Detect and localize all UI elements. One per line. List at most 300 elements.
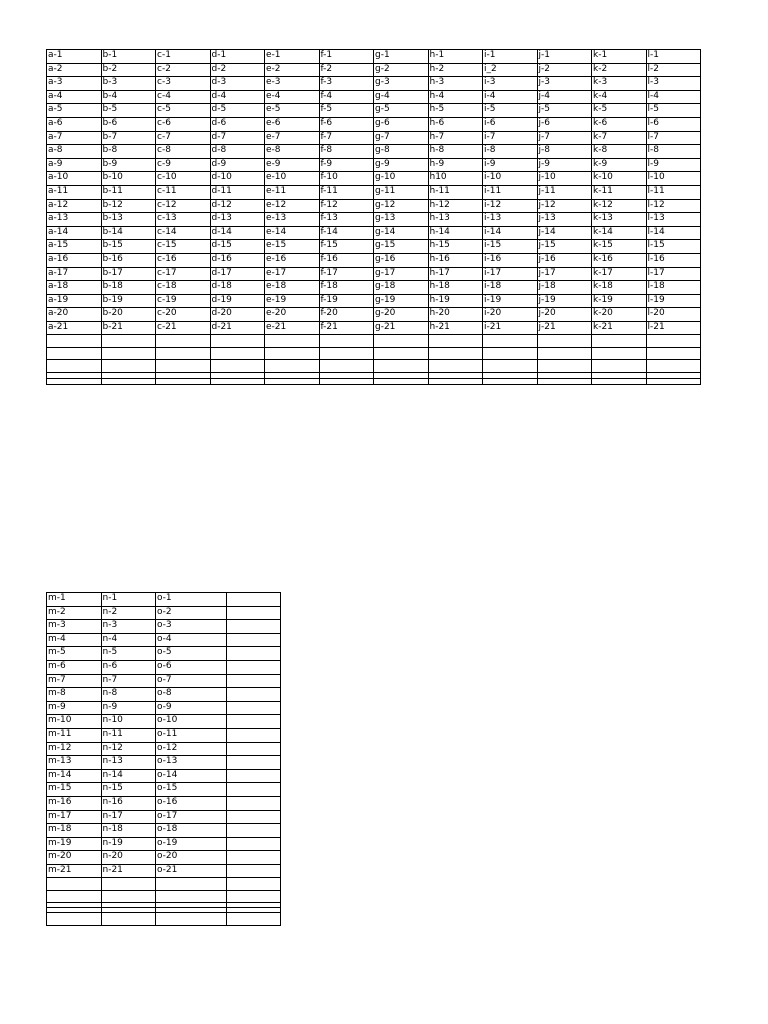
empty-cell <box>483 378 538 384</box>
bottom-table <box>46 592 281 926</box>
empty-cell <box>537 378 592 384</box>
table-row <box>47 172 701 186</box>
table-cell: c-14 <box>156 226 211 240</box>
table-cell: g-16 <box>374 253 429 267</box>
table-cell: e-2 <box>265 63 320 77</box>
table-cell: c-16 <box>156 253 211 267</box>
table-cell: f-8 <box>319 145 374 159</box>
table-cell: k-19 <box>592 294 647 308</box>
table-cell: i-3 <box>483 77 538 91</box>
table-cell: h-21 <box>428 321 483 335</box>
table-cell: j-6 <box>537 117 592 131</box>
table-cell: o-14 <box>156 769 227 783</box>
table-row <box>47 117 701 131</box>
table-row <box>47 824 281 838</box>
empty-row <box>47 378 701 384</box>
table-cell: o-3 <box>156 620 227 634</box>
table-cell: f-2 <box>319 63 374 77</box>
table-cell: i-1 <box>483 50 538 64</box>
table-cell: d-6 <box>210 117 265 131</box>
table-cell: m-2 <box>47 606 102 620</box>
table-cell: k-10 <box>592 172 647 186</box>
table-cell: l-8 <box>646 145 701 159</box>
table-cell: j-13 <box>537 213 592 227</box>
table-cell: b-11 <box>101 185 156 199</box>
table-cell: i-13 <box>483 213 538 227</box>
table-cell: l-18 <box>646 281 701 295</box>
table-cell: h-19 <box>428 294 483 308</box>
table-row <box>47 769 281 783</box>
table-cell: h-18 <box>428 281 483 295</box>
empty-cell <box>156 360 211 372</box>
table-cell: g-11 <box>374 185 429 199</box>
table-cell: m-19 <box>47 837 102 851</box>
empty-cell <box>319 378 374 384</box>
table-cell: d-15 <box>210 240 265 254</box>
table-row <box>47 145 701 159</box>
empty-cell <box>265 335 320 347</box>
table-cell: d-1 <box>210 50 265 64</box>
table-cell: c-15 <box>156 240 211 254</box>
table-cell: j-5 <box>537 104 592 118</box>
table-cell <box>227 742 281 756</box>
table-cell: j-20 <box>537 308 592 322</box>
table-cell: d-14 <box>210 226 265 240</box>
table-cell: b-14 <box>101 226 156 240</box>
table-cell: j-1 <box>537 50 592 64</box>
table-cell: n-16 <box>101 796 156 810</box>
table-cell: l-16 <box>646 253 701 267</box>
table-cell: m-11 <box>47 728 102 742</box>
table-cell: k-2 <box>592 63 647 77</box>
table-cell: o-20 <box>156 851 227 865</box>
empty-cell <box>101 335 156 347</box>
empty-cell <box>156 347 211 359</box>
table-row <box>47 294 701 308</box>
table-cell: f-6 <box>319 117 374 131</box>
empty-cell <box>101 360 156 372</box>
table-cell: h10 <box>428 172 483 186</box>
table-cell: n-21 <box>101 864 156 878</box>
table-cell: c-12 <box>156 199 211 213</box>
table-cell: h-11 <box>428 185 483 199</box>
table-cell: i_2 <box>483 63 538 77</box>
table-row <box>47 864 281 878</box>
empty-cell <box>265 347 320 359</box>
table-cell: e-15 <box>265 240 320 254</box>
table-cell: e-16 <box>265 253 320 267</box>
table-cell: d-17 <box>210 267 265 281</box>
table-cell: n-4 <box>101 633 156 647</box>
table-cell: c-13 <box>156 213 211 227</box>
table-cell: e-7 <box>265 131 320 145</box>
empty-row <box>47 878 281 890</box>
table-row <box>47 633 281 647</box>
table-cell: b-18 <box>101 281 156 295</box>
table-cell: a-10 <box>47 172 102 186</box>
table-cell: c-9 <box>156 158 211 172</box>
table-cell: f-20 <box>319 308 374 322</box>
empty-cell <box>646 347 701 359</box>
table-cell: i-5 <box>483 104 538 118</box>
table-cell: b-12 <box>101 199 156 213</box>
empty-cell <box>156 335 211 347</box>
table-cell: g-21 <box>374 321 429 335</box>
bottom-table-body <box>47 593 281 926</box>
table-cell: i-4 <box>483 90 538 104</box>
table-cell: o-2 <box>156 606 227 620</box>
table-cell: a-9 <box>47 158 102 172</box>
table-cell: o-10 <box>156 715 227 729</box>
table-cell: c-8 <box>156 145 211 159</box>
table-cell: g-9 <box>374 158 429 172</box>
table-row <box>47 63 701 77</box>
table-cell: n-3 <box>101 620 156 634</box>
table-cell: e-11 <box>265 185 320 199</box>
table-row <box>47 701 281 715</box>
table-cell: b-8 <box>101 145 156 159</box>
table-cell: j-11 <box>537 185 592 199</box>
table-cell: k-20 <box>592 308 647 322</box>
table-cell: h-20 <box>428 308 483 322</box>
table-row <box>47 104 701 118</box>
table-cell: a-11 <box>47 185 102 199</box>
table-cell: n-13 <box>101 756 156 770</box>
table-cell: i-20 <box>483 308 538 322</box>
table-cell: o-13 <box>156 756 227 770</box>
table-cell: m-5 <box>47 647 102 661</box>
table-cell: h-6 <box>428 117 483 131</box>
empty-cell <box>101 878 156 890</box>
table-cell: a-14 <box>47 226 102 240</box>
table-row <box>47 810 281 824</box>
table-cell: a-12 <box>47 199 102 213</box>
table-cell: g-5 <box>374 104 429 118</box>
empty-cell <box>428 335 483 347</box>
empty-row <box>47 890 281 902</box>
table-cell: l-12 <box>646 199 701 213</box>
table-cell: a-20 <box>47 308 102 322</box>
table-cell: d-10 <box>210 172 265 186</box>
table-cell: n-11 <box>101 728 156 742</box>
table-row <box>47 606 281 620</box>
empty-cell <box>210 335 265 347</box>
table-cell: g-1 <box>374 50 429 64</box>
table-cell: i-16 <box>483 253 538 267</box>
table-cell: n-19 <box>101 837 156 851</box>
table-cell: d-20 <box>210 308 265 322</box>
table-cell: m-4 <box>47 633 102 647</box>
table-cell: d-21 <box>210 321 265 335</box>
table-cell: b-4 <box>101 90 156 104</box>
table-cell: h-9 <box>428 158 483 172</box>
table-cell: b-10 <box>101 172 156 186</box>
empty-cell <box>537 347 592 359</box>
table-cell <box>227 606 281 620</box>
table-cell: h-15 <box>428 240 483 254</box>
table-cell: m-6 <box>47 660 102 674</box>
table-cell: l-13 <box>646 213 701 227</box>
table-cell: e-1 <box>265 50 320 64</box>
table-cell: c-7 <box>156 131 211 145</box>
table-cell: h-13 <box>428 213 483 227</box>
table-row <box>47 226 701 240</box>
table-cell: f-3 <box>319 77 374 91</box>
table-cell: b-9 <box>101 158 156 172</box>
table-cell: c-18 <box>156 281 211 295</box>
empty-row <box>47 335 701 347</box>
table-cell: c-3 <box>156 77 211 91</box>
table-cell: m-14 <box>47 769 102 783</box>
table-cell: i-17 <box>483 267 538 281</box>
table-cell: h-4 <box>428 90 483 104</box>
table-cell: h-8 <box>428 145 483 159</box>
table-cell: h-3 <box>428 77 483 91</box>
table-cell: o-4 <box>156 633 227 647</box>
table-cell: g-13 <box>374 213 429 227</box>
table-row <box>47 267 701 281</box>
table-cell: m-12 <box>47 742 102 756</box>
table-cell: m-16 <box>47 796 102 810</box>
table-cell: f-13 <box>319 213 374 227</box>
table-cell: c-11 <box>156 185 211 199</box>
table-cell <box>227 620 281 634</box>
table-cell: c-2 <box>156 63 211 77</box>
table-cell: j-4 <box>537 90 592 104</box>
table-cell: e-3 <box>265 77 320 91</box>
empty-cell <box>374 360 429 372</box>
table-cell: e-6 <box>265 117 320 131</box>
table-row <box>47 796 281 810</box>
table-row <box>47 851 281 865</box>
table-cell: g-12 <box>374 199 429 213</box>
table-cell: i-21 <box>483 321 538 335</box>
table-cell: m-18 <box>47 824 102 838</box>
table-cell: b-2 <box>101 63 156 77</box>
table-row <box>47 688 281 702</box>
table-cell: k-6 <box>592 117 647 131</box>
table-cell <box>227 593 281 607</box>
table-cell: o-5 <box>156 647 227 661</box>
table-cell: k-18 <box>592 281 647 295</box>
table-cell: o-6 <box>156 660 227 674</box>
table-cell: n-2 <box>101 606 156 620</box>
table-cell: e-18 <box>265 281 320 295</box>
table-row <box>47 308 701 322</box>
table-cell: o-21 <box>156 864 227 878</box>
table-cell: l-7 <box>646 131 701 145</box>
table-row <box>47 158 701 172</box>
table-cell: l-1 <box>646 50 701 64</box>
empty-row <box>47 360 701 372</box>
table-cell: b-17 <box>101 267 156 281</box>
table-cell: a-2 <box>47 63 102 77</box>
table-cell: f-9 <box>319 158 374 172</box>
table-cell: i-6 <box>483 117 538 131</box>
table-cell: d-11 <box>210 185 265 199</box>
empty-cell <box>210 347 265 359</box>
table-cell: m-17 <box>47 810 102 824</box>
table-cell: n-15 <box>101 783 156 797</box>
table-cell: m-13 <box>47 756 102 770</box>
empty-cell <box>227 878 281 890</box>
table-cell: j-16 <box>537 253 592 267</box>
empty-cell <box>156 878 227 890</box>
table-cell: h-2 <box>428 63 483 77</box>
table-row <box>47 281 701 295</box>
table-cell: i-15 <box>483 240 538 254</box>
table-cell: i-19 <box>483 294 538 308</box>
table-cell: b-7 <box>101 131 156 145</box>
empty-cell <box>646 335 701 347</box>
table-cell: d-8 <box>210 145 265 159</box>
table-cell: c-19 <box>156 294 211 308</box>
table-cell: i-11 <box>483 185 538 199</box>
table-cell: d-18 <box>210 281 265 295</box>
empty-cell <box>592 378 647 384</box>
table-cell: n-18 <box>101 824 156 838</box>
table-cell: b-1 <box>101 50 156 64</box>
table-cell: j-7 <box>537 131 592 145</box>
table-cell: e-12 <box>265 199 320 213</box>
table-cell: o-16 <box>156 796 227 810</box>
empty-cell <box>227 890 281 902</box>
empty-cell <box>483 335 538 347</box>
table-cell: e-20 <box>265 308 320 322</box>
table-cell: f-18 <box>319 281 374 295</box>
table-cell <box>227 796 281 810</box>
table-cell <box>227 864 281 878</box>
table-cell: i-10 <box>483 172 538 186</box>
table-cell: c-1 <box>156 50 211 64</box>
table-cell: h-14 <box>428 226 483 240</box>
table-cell: d-19 <box>210 294 265 308</box>
empty-cell <box>592 360 647 372</box>
table-cell: l-11 <box>646 185 701 199</box>
empty-cell <box>210 378 265 384</box>
table-cell: a-17 <box>47 267 102 281</box>
empty-cell <box>646 360 701 372</box>
table-cell: l-6 <box>646 117 701 131</box>
table-cell <box>227 824 281 838</box>
empty-cell <box>483 347 538 359</box>
table-cell: m-1 <box>47 593 102 607</box>
table-cell: e-5 <box>265 104 320 118</box>
empty-cell <box>319 347 374 359</box>
table-cell: l-10 <box>646 172 701 186</box>
table-cell: j-17 <box>537 267 592 281</box>
table-cell: k-3 <box>592 77 647 91</box>
table-cell: n-10 <box>101 715 156 729</box>
table-row <box>47 742 281 756</box>
table-cell <box>227 715 281 729</box>
table-cell: o-17 <box>156 810 227 824</box>
table-cell <box>227 674 281 688</box>
table-cell: d-4 <box>210 90 265 104</box>
table-cell: e-14 <box>265 226 320 240</box>
table-cell: m-9 <box>47 701 102 715</box>
table-cell: d-2 <box>210 63 265 77</box>
table-cell: j-3 <box>537 77 592 91</box>
table-cell: g-7 <box>374 131 429 145</box>
table-cell: d-5 <box>210 104 265 118</box>
table-cell: e-13 <box>265 213 320 227</box>
table-cell: i-9 <box>483 158 538 172</box>
table-cell: e-9 <box>265 158 320 172</box>
empty-cell <box>101 890 156 902</box>
table-row <box>47 715 281 729</box>
table-cell: h-16 <box>428 253 483 267</box>
table-cell: m-21 <box>47 864 102 878</box>
empty-cell <box>374 378 429 384</box>
table-cell: i-18 <box>483 281 538 295</box>
table-cell: l-14 <box>646 226 701 240</box>
table-cell: n-7 <box>101 674 156 688</box>
table-cell: n-1 <box>101 593 156 607</box>
empty-cell <box>47 878 102 890</box>
table-cell: g-15 <box>374 240 429 254</box>
empty-cell <box>47 890 102 902</box>
empty-cell <box>156 890 227 902</box>
table-row <box>47 199 701 213</box>
empty-cell <box>319 335 374 347</box>
table-cell: f-14 <box>319 226 374 240</box>
table-cell: a-8 <box>47 145 102 159</box>
table-cell: k-5 <box>592 104 647 118</box>
table-cell: f-21 <box>319 321 374 335</box>
table-cell: o-7 <box>156 674 227 688</box>
table-cell: k-21 <box>592 321 647 335</box>
table-cell: o-11 <box>156 728 227 742</box>
table-cell: o-12 <box>156 742 227 756</box>
table-cell: k-7 <box>592 131 647 145</box>
table-cell <box>227 633 281 647</box>
table-cell <box>227 647 281 661</box>
empty-cell <box>374 335 429 347</box>
table-cell: j-21 <box>537 321 592 335</box>
table-cell: b-16 <box>101 253 156 267</box>
table-cell: d-12 <box>210 199 265 213</box>
table-row <box>47 756 281 770</box>
table-cell: o-1 <box>156 593 227 607</box>
table-cell: n-14 <box>101 769 156 783</box>
table-cell: f-11 <box>319 185 374 199</box>
table-row <box>47 783 281 797</box>
table-cell: a-1 <box>47 50 102 64</box>
table-cell: o-19 <box>156 837 227 851</box>
table-cell: k-13 <box>592 213 647 227</box>
table-cell: m-3 <box>47 620 102 634</box>
table-cell: k-4 <box>592 90 647 104</box>
empty-row <box>47 347 701 359</box>
table-row <box>47 321 701 335</box>
empty-cell <box>101 347 156 359</box>
empty-cell <box>47 335 102 347</box>
table-cell: k-11 <box>592 185 647 199</box>
table-cell: c-17 <box>156 267 211 281</box>
table-cell: e-4 <box>265 90 320 104</box>
empty-cell <box>428 347 483 359</box>
empty-cell <box>227 913 281 925</box>
table-cell: g-6 <box>374 117 429 131</box>
table-cell: j-14 <box>537 226 592 240</box>
table-cell: d-3 <box>210 77 265 91</box>
table-cell: k-16 <box>592 253 647 267</box>
table-cell: f-5 <box>319 104 374 118</box>
table-cell: f-17 <box>319 267 374 281</box>
empty-cell <box>428 360 483 372</box>
table-cell: m-15 <box>47 783 102 797</box>
